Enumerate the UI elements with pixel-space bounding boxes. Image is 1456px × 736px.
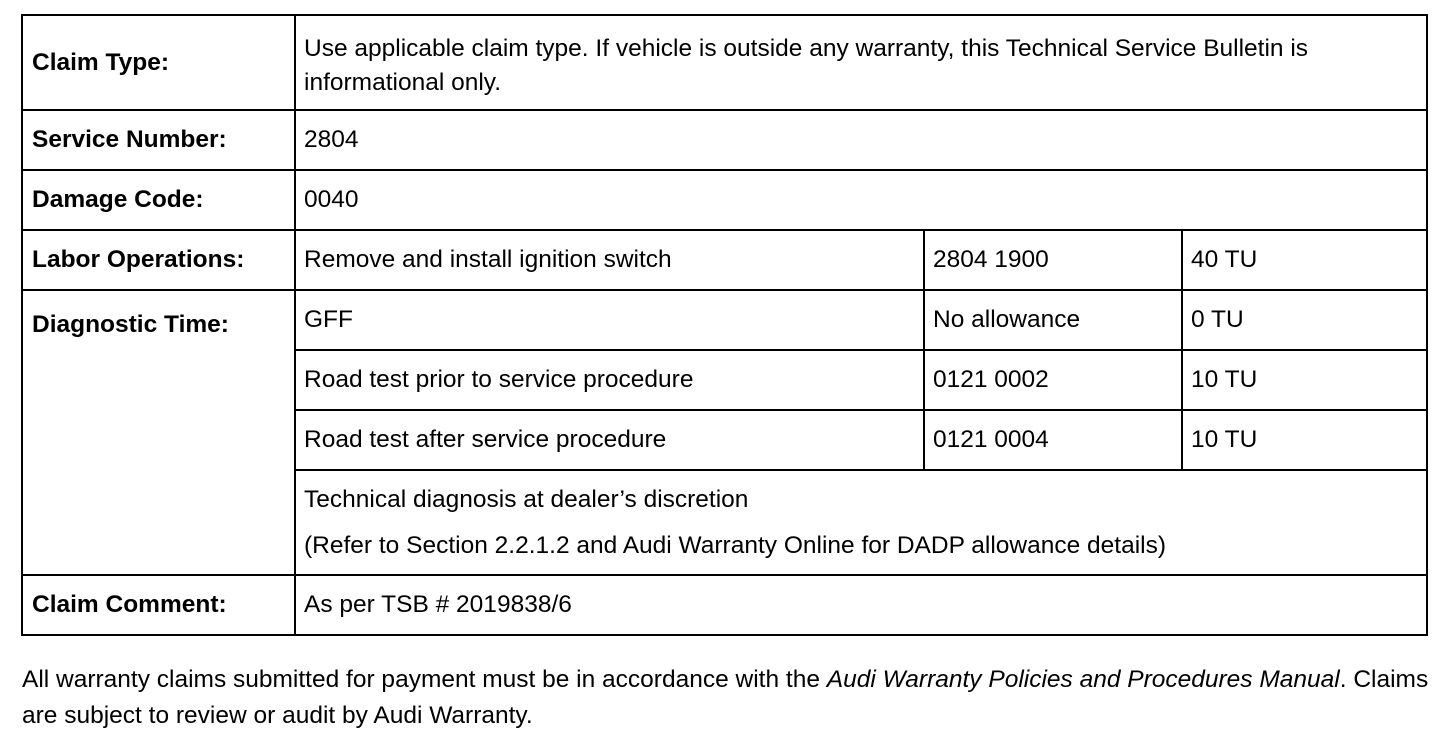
damage-code-row: [22, 170, 1427, 230]
service-number-label: Service Number:: [22, 110, 295, 170]
diagnostic-row: [22, 290, 1427, 350]
labor-operations-label: Labor Operations:: [22, 230, 295, 290]
technical-diagnosis-cell: [295, 470, 1427, 575]
technical-diagnosis-text: Technical diagnosis at dealer’s discretion: [304, 485, 749, 513]
footer-text-lead: All warranty claims submitted for payment must be in accordance with the: [22, 666, 827, 693]
labor-operation-time: 40 TU: [1182, 230, 1427, 290]
claim-comment-value: As per TSB # 2019838/6: [295, 575, 1427, 635]
service-number-row: [22, 110, 1427, 170]
warranty-footer-note: [22, 662, 1432, 734]
diagnostic-description: Road test after service procedure: [295, 410, 924, 470]
footer-manual-title: Audi Warranty Policies and Procedures Manual: [826, 666, 1340, 693]
technical-diagnosis-reference: (Refer to Section 2.2.1.2 and Audi Warranty Online for DADP allowance details): [304, 531, 1167, 559]
damage-code-value: 0040: [295, 170, 1427, 230]
labor-operation-code: 2804 1900: [924, 230, 1182, 290]
claim-comment-label: Claim Comment:: [22, 575, 295, 635]
damage-code-label: Damage Code:: [22, 170, 295, 230]
claim-type-label: Claim Type:: [22, 15, 295, 110]
diagnostic-time: 10 TU: [1182, 350, 1427, 410]
service-number-value: 2804: [295, 110, 1427, 170]
diagnostic-time: 10 TU: [1182, 410, 1427, 470]
warranty-claim-table: [21, 14, 1428, 636]
diagnostic-code: 0121 0002: [924, 350, 1182, 410]
diagnostic-time: 0 TU: [1182, 290, 1427, 350]
diagnostic-description: Road test prior to service procedure: [295, 350, 924, 410]
diagnostic-time-label: Diagnostic Time:: [22, 290, 295, 575]
claim-comment-row: [22, 575, 1427, 635]
footer-text-tail: . Claims are subject to review or audit by Audi Warranty.: [22, 666, 1429, 729]
diagnostic-code: 0121 0004: [924, 410, 1182, 470]
diagnostic-code: No allowance: [924, 290, 1182, 350]
claim-type-value: Use applicable claim type. If vehicle is outside any warranty, this Technical Service Bulletin is informational only.: [295, 15, 1427, 110]
diagnostic-description: GFF: [295, 290, 924, 350]
claim-type-row: [22, 15, 1427, 110]
labor-operation-row: [22, 230, 1427, 290]
labor-operation-description: Remove and install ignition switch: [295, 230, 924, 290]
